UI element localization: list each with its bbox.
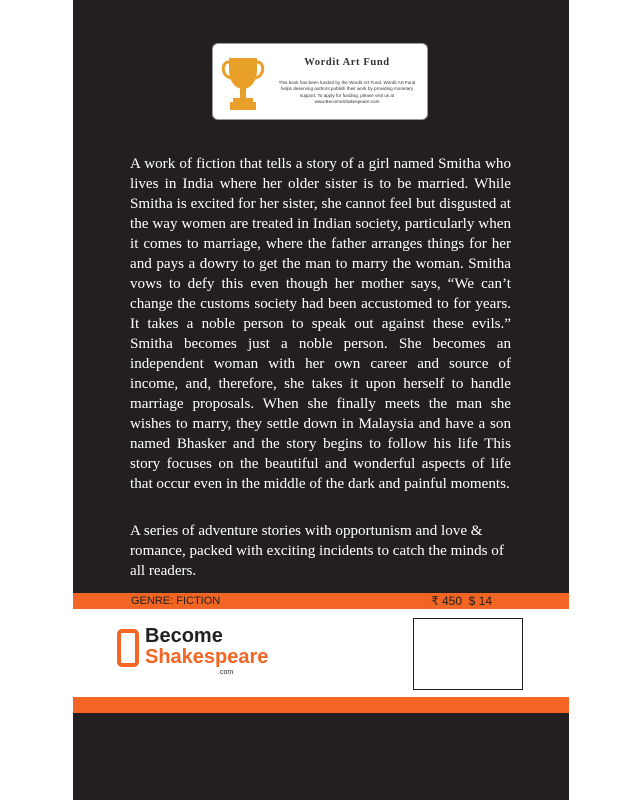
fund-line: helps deserving authors publish their work by providing monetary bbox=[280, 86, 414, 92]
fund-line: This book has been funded by the Wordit Art Fund. Wordit Art Fund bbox=[278, 80, 416, 85]
barcode-box bbox=[413, 618, 523, 690]
fund-line: support. To apply for funding, please visit us at bbox=[299, 92, 395, 98]
fund-line: www.BecomeShakespeare.com bbox=[314, 98, 380, 104]
publisher-band bbox=[73, 609, 569, 697]
book-tagline: A series of adventure stories with opportunism and love & romance, packed with exciting incidents to catch the minds of all readers. bbox=[130, 523, 504, 579]
trophy-icon bbox=[221, 52, 265, 114]
logo-com: .com bbox=[218, 669, 234, 676]
genre-label: GENRE: FICTION bbox=[131, 595, 221, 607]
logo-become: Become bbox=[145, 625, 223, 647]
genre-bar bbox=[73, 593, 569, 609]
price-label: ₹ 450 $ 14 bbox=[431, 594, 493, 608]
bottom-accent-bar bbox=[73, 697, 569, 713]
logo-shakespeare: Shakespeare bbox=[145, 646, 269, 668]
fund-text bbox=[271, 80, 423, 105]
fund-title: Wordit Art Fund bbox=[304, 57, 390, 68]
book-description: A work of fiction that tells a story of a girl named Smitha who lives in India where her older sister is to be married. While Smitha is excited for her sister, she cannot feel but disgusted at the way women are treated in Indian society, particularly when it comes to marriage, where the father arranges things for her and pays a dowry to get the man to marry the woman. Smitha vows to defy this even though her mother says, “We can’t change the customs society had been accustomed to for years. It takes a noble person to speak out against these evils.” Smitha becomes just a noble person. She becomes an independent woman with her own career and source of income, and, therefore, she takes it upon herself to handle marriage proposals. When she finally meets the man she wishes to marry, they settle down in Malaysia and have a son named Bhasker and the story begins to follow his life This story focuses on the beautiful and wonderful aspects of life that occur even in the middle of the dark and painful moments. bbox=[130, 156, 511, 492]
fund-badge bbox=[212, 43, 428, 120]
logo-mark-icon bbox=[117, 629, 139, 669]
